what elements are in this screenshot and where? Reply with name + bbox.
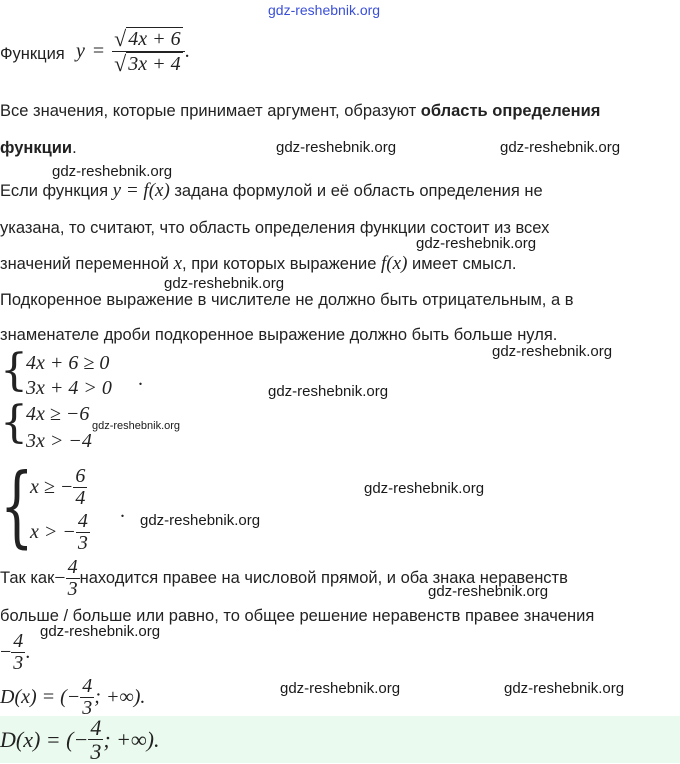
brace-1: { [0,345,28,396]
watermark: gdz-reshebnik.org [164,275,285,292]
rule-line-5: знаменателе дроби подкоренное выражение должно быть больше нуля. [0,326,558,344]
intro-dot: . [184,39,190,62]
rule-line-4: Подкоренное выражение в числителе не должно быть отрицательным, а в [0,291,574,309]
watermark: gdz-reshebnik.org [364,480,485,497]
answer: D(x) = (− $\frac{4}{3}$ ; +∞). [0,674,146,719]
watermark: gdz-reshebnik.org [40,623,161,640]
brace-3: { [0,454,34,557]
watermark: gdz-reshebnik.org [500,139,621,156]
definition-line-2: функции. [0,139,77,157]
definition-line-1: Все значения, которые принимает аргумент, образуют область определения [0,102,601,120]
system-3-row-1: x ≥ − $\frac{6}{4}$ [30,464,86,509]
final-answer: D(x) = (− $\frac{4}{3}$ ; +∞). [0,714,160,764]
watermark: gdz-reshebnik.org [504,680,625,697]
watermark: gdz-reshebnik.org [276,139,397,156]
conclusion-line-2: больше / больше или равно, то общее решение неравенств правее значения [0,607,595,625]
watermark: gdz-reshebnik.org [492,343,613,360]
intro-eq: = [92,39,105,62]
rule-line-2: указана, то считают, что область определения функции состоит из всех [0,219,550,237]
intro-numerator: 4x + 6 [128,27,181,50]
rule-line-1: Если функция y = f(x) задана формулой и её область определения не [0,180,543,201]
system-3-dot: . [120,500,125,522]
watermark: gdz-reshebnik.org [140,512,261,529]
intro-formula [76,22,190,80]
term-domain: область определения [420,102,601,120]
conclusion-line-1: Так как − $\frac{4}{3}$ находится правее на числовой прямой, и оба знака неравенств [0,555,568,600]
watermark: gdz-reshebnik.org [416,235,537,252]
watermark: gdz-reshebnik.org [52,163,173,180]
watermark: gdz-reshebnik.org [280,680,401,697]
watermark: gdz-reshebnik.org [268,383,389,400]
system-3-row-2: x > − $\frac{4}{3}$ [30,509,88,554]
brace-2: { [0,397,28,448]
watermark: gdz-reshebnik.org [428,583,549,600]
intro-denominator: 3x + 4 [128,52,181,75]
intro-label: Функция [0,45,65,63]
system-1-row-2: 3x + 4 > 0 [26,377,112,399]
watermark: gdz-reshebnik.org [268,2,381,18]
system-2-row-2: 3x > −4 [26,430,92,452]
intro-fraction: √ 4x + 6 √ 3x + 4 [112,27,184,76]
system-1-row-1: 4x + 6 ≥ 0 [26,352,110,374]
intro-y: y [76,39,85,62]
watermark-small: gdz-reshebnik.org [92,420,181,432]
system-2-row-1: 4x ≥ −6 [26,403,90,425]
rule-line-3: значений переменной x, при которых выражение f(x) имеет смысл. [0,253,517,274]
term-function: функции [0,139,73,157]
conclusion-value: − $\frac{4}{3}$ . [0,629,31,674]
system-1-dot: . [138,368,143,390]
